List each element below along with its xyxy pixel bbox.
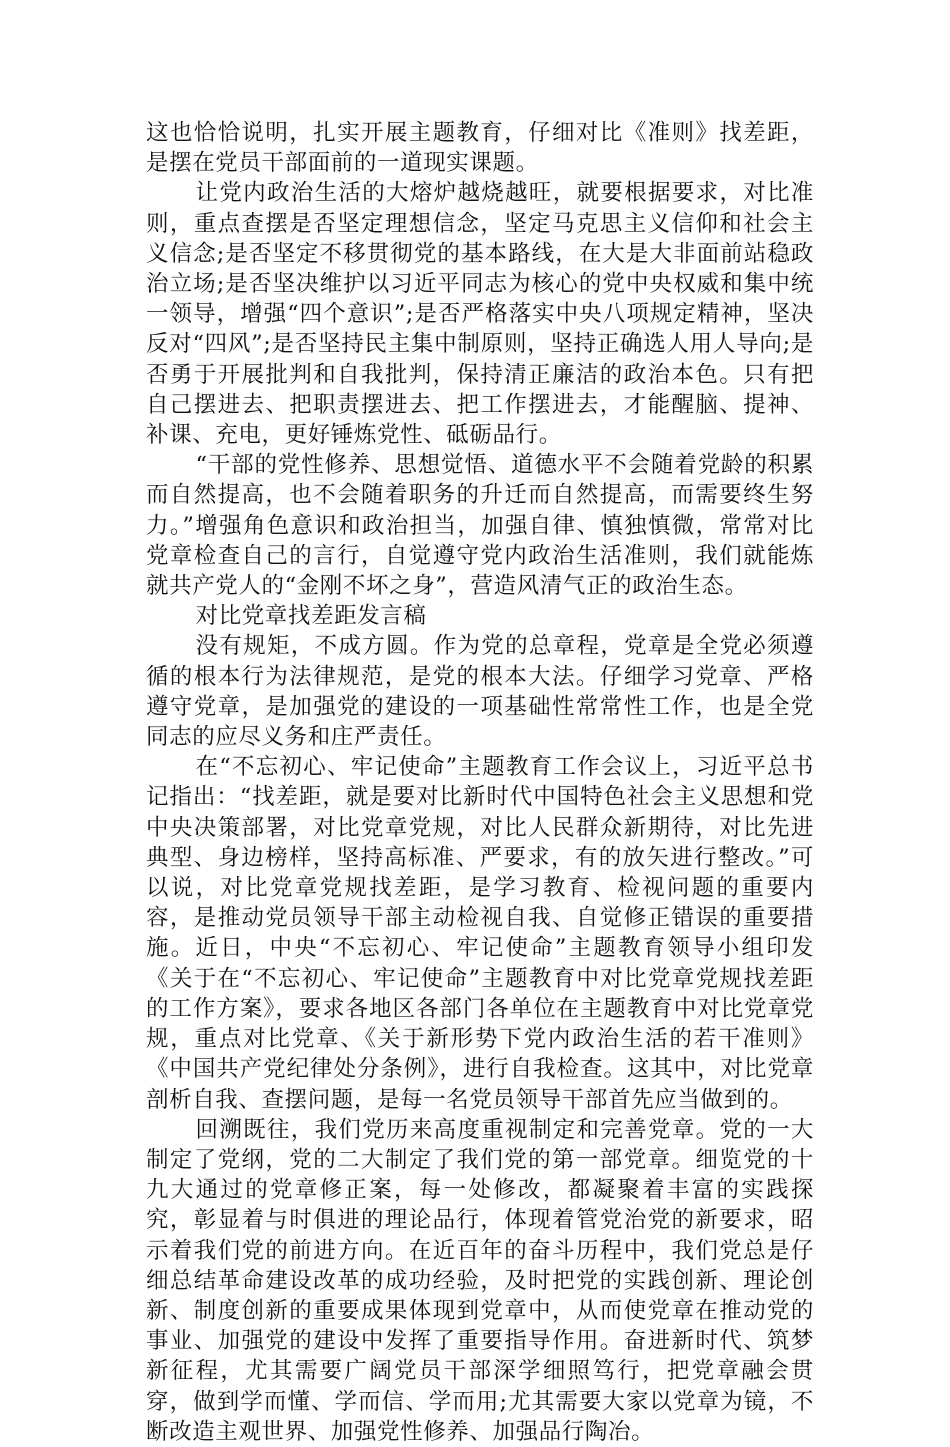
paragraph-rules: 没有规矩，不成方圆。作为党的总章程，党章是全党必须遵循的根本行为法律规范，是党的根本大法。仔细学习党章、严格遵守党章，是加强党的建设的一项基础性常常性工作，也是全党同志的应尽义务和庄严责任。	[146, 633, 814, 751]
paragraph-cadre-cultivation: “干部的党性修养、思想觉悟、道德水平不会随着党龄的积累而自然提高，也不会随着职务的升迁而自然提高，而需要终生努力。”增强角色意识和政治担当，加强自律、慎独慎微，常常对比党章检查自己的言行，自觉遵守党内政治生活准则，我们就能炼就共产党人的“金刚不坏之身”，营造风清气正的政治生态。	[146, 452, 814, 600]
section-heading: 对比党章找差距发言稿	[195, 603, 427, 630]
paragraph-political-life: 让党内政治生活的大熔炉越烧越旺，就要根据要求，对比准则，重点查摆是否坚定理想信念，坚定马克思主义信仰和社会主义信念;是否坚定不移贯彻党的基本路线，在大是大非面前站稳政治立场;是否坚决维护以习近平同志为核心的党中央权威和集中统一领导，增强“四个意识”;是否严格落实中央八项规定精神，坚决反对“四风”;是否坚持民主集中制原则，坚持正确选人用人导向;是否勇于开展批判和自我批判，保持清正廉洁的政治本色。只有把自己摆进去、把职责摆进去、把工作摆进去，才能醒脑、提神、补课、充电，更好锤炼党性、砥砺品行。	[146, 180, 814, 449]
paragraph-meeting-speech: 在“不忘初心、牢记使命”主题教育工作会议上，习近平总书记指出：“找差距，就是要对比新时代中国特色社会主义思想和党中央决策部署，对比党章党规，对比人民群众新期待，对比先进典型、身边榜样，坚持高标准、严要求，有的放矢进行整改。”可以说，对比党章党规找差距，是学习教育、检视问题的重要内容，是推动党员领导干部主动检视自我、自觉修正错误的重要措施。近日，中央“不忘初心、牢记使命”主题教育领导小组印发《关于在“不忘初心、牢记使命”主题教育中对比党章党规找差距的工作方案》，要求各地区各部门各单位在主题教育中对比党章党规，重点对比党章、《关于新形势下党内政治生活的若干准则》《中国共产党纪律处分条例》，进行自我检查。这其中，对比党章剖析自我、查摆问题，是每一名党员领导干部首先应当做到的。	[146, 754, 814, 1113]
document-body	[146, 118, 814, 1447]
paragraph-continuation: 这也恰恰说明，扎实开展主题教育，仔细对比《准则》找差距，是摆在党员干部面前的一道现实课题。	[146, 120, 814, 177]
paragraph-history: 回溯既往，我们党历来高度重视制定和完善党章。党的一大制定了党纲，党的二大制定了我们党的第一部党章。细览党的十九大通过的党章修正案，每一处修改，都凝聚着丰富的实践探究，彰显着与时俱进的理论品行，体现着管党治党的新要求，昭示着我们党的前进方向。在近百年的奋斗历程中，我们党总是仔细总结革命建设改革的成功经验，及时把党的实践创新、理论创新、制度创新的重要成果体现到党章中，从而使党章在推动党的事业、加强党的建设中发挥了重要指导作用。奋进新时代、筑梦新征程，尤其需要广阔党员干部深学细照笃行，把党章融会贯穿，做到学而懂、学而信、学而用;尤其需要大家以党章为镜，不断改造主观世界、加强党性修养、加强品行陶冶。	[146, 1116, 814, 1445]
